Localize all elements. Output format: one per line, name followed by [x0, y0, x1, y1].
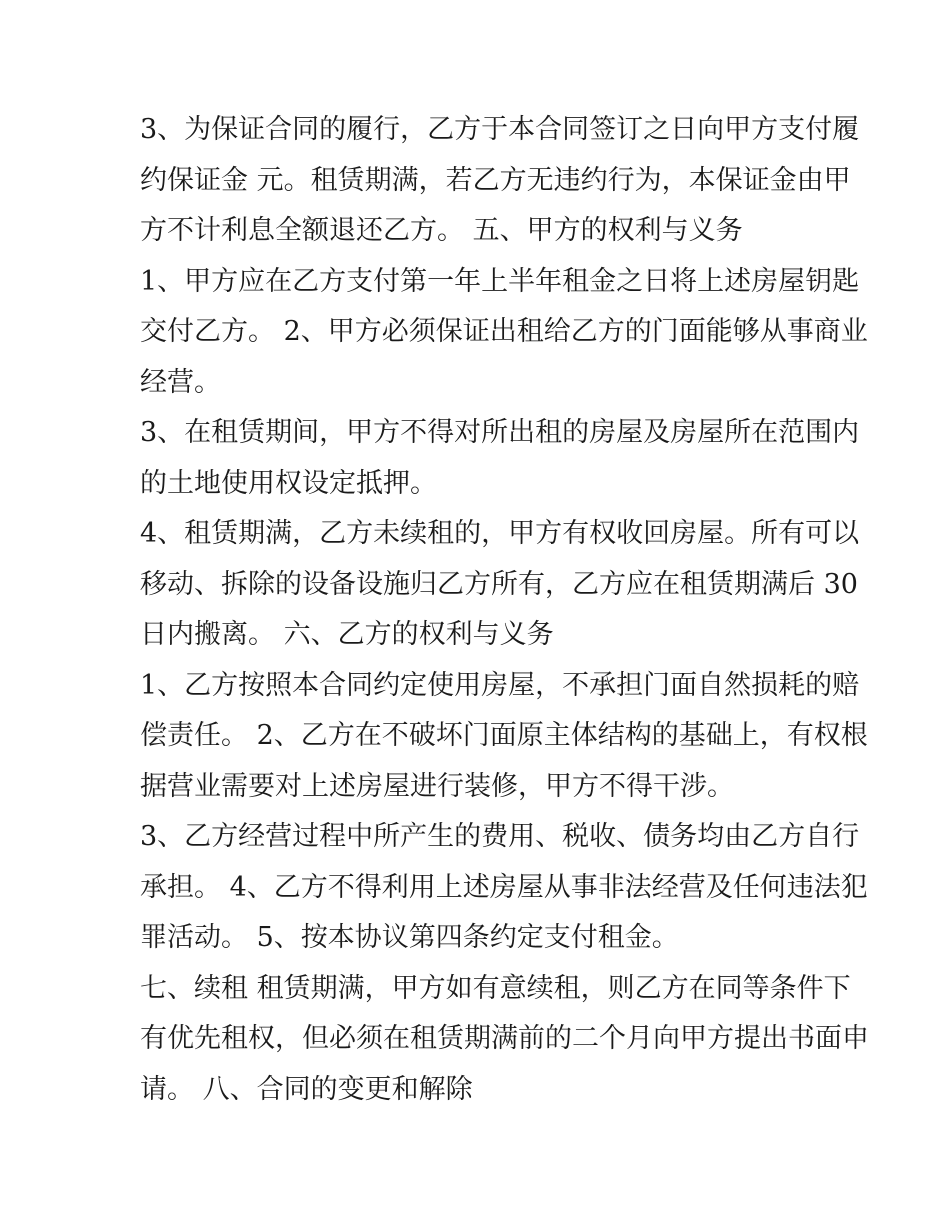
text-line: 交付乙方。 2、甲方必须保证出租给乙方的门面能够从事商业 [140, 316, 868, 347]
text-line: 经营。 [140, 366, 221, 398]
text-line: 3、在租赁期间，甲方不得对所出租的房屋及房屋所在范围内 [140, 417, 860, 448]
document-page [140, 105, 869, 1115]
text-line: 4、租赁期满，乙方未续租的，甲方有权收回房屋。所有可以 [140, 518, 860, 549]
text-line: 1、乙方按照本合同约定使用房屋，不承担门面自然损耗的赔 [140, 669, 860, 701]
text-line: 有优先租权，但必须在租赁期满前的二个月向甲方提出书面申 [140, 1023, 869, 1054]
text-line: 请。 八、合同的变更和解除 [140, 1073, 473, 1105]
text-line: 的土地使用权设定抵押。 [140, 467, 437, 499]
text-line: 3、乙方经营过程中所产生的费用、税收、债务均由乙方自行 [140, 821, 860, 852]
text-line: 3、为保证合同的履行，乙方于本合同签订之日向甲方支付履 [140, 114, 860, 145]
text-line: 方不计利息全额退还乙方。 五、甲方的权利与义务 [140, 215, 743, 246]
text-line: 承担。 4、乙方不得利用上述房屋从事非法经营及任何违法犯 [140, 871, 868, 903]
text-line: 七、续租 租赁期满，甲方如有意续租，则乙方在同等条件下 [140, 972, 851, 1004]
text-line: 罪活动。 5、按本协议第四条约定支付租金。 [140, 922, 679, 953]
text-line: 据营业需要对上述房屋进行装修，甲方不得干涉。 [140, 770, 734, 802]
text-line: 1、甲方应在乙方支付第一年上半年租金之日将上述房屋钥匙 [140, 265, 860, 297]
text-line: 日内搬离。 六、乙方的权利与义务 [140, 619, 554, 650]
text-line: 约保证金 元。租赁期满，若乙方无违约行为，本保证金由甲 [140, 164, 851, 196]
text-line: 偿责任。 2、乙方在不破坏门面原主体结构的基础上，有权根 [140, 720, 868, 751]
text-line: 移动、拆除的设备设施归乙方所有，乙方应在租赁期满后 30 [140, 568, 858, 600]
